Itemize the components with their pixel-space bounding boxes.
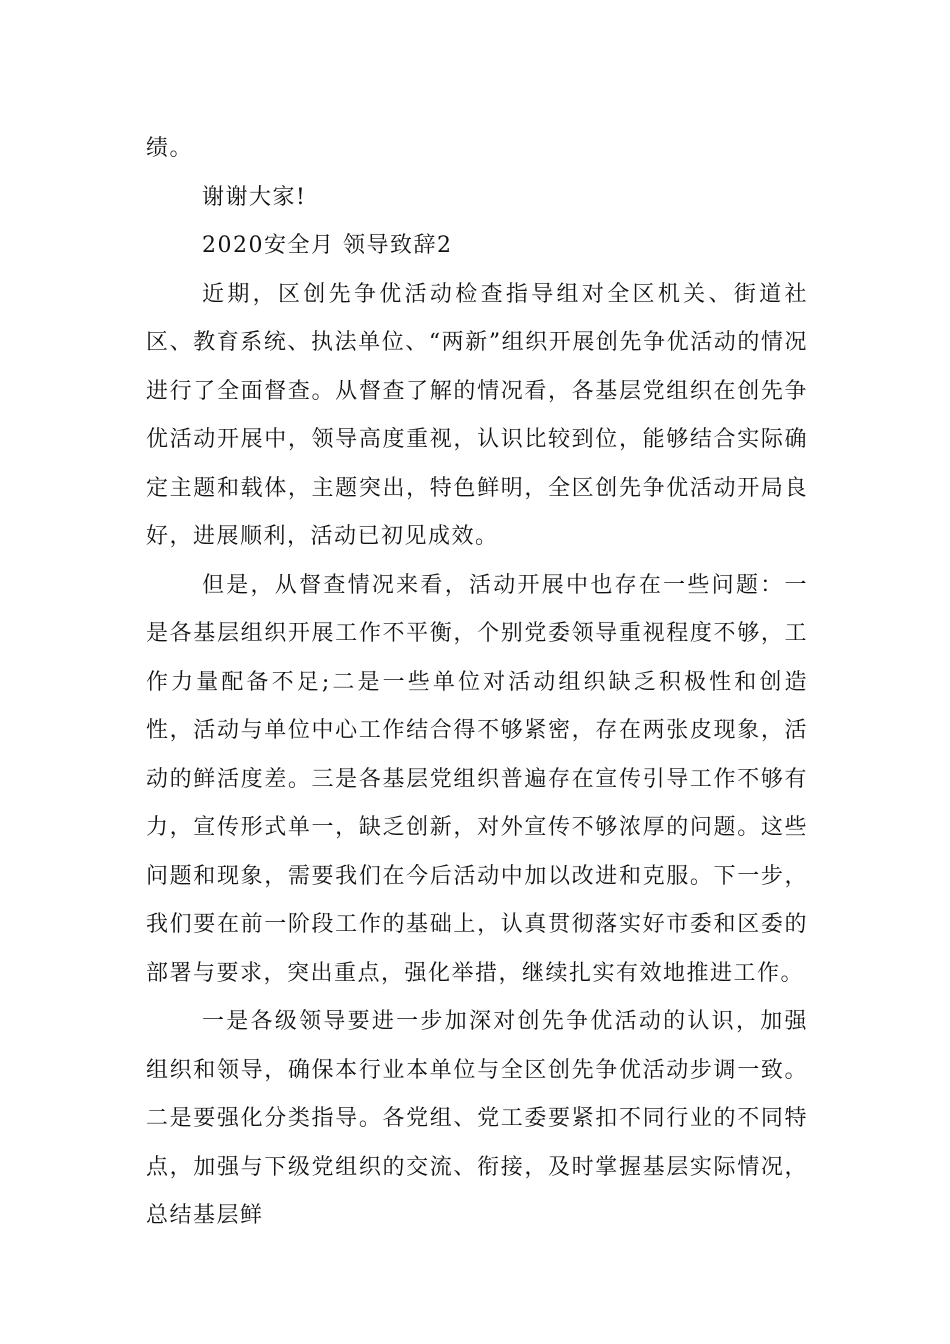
paragraph-measures: 一是各级领导要进一步加深对创先争优活动的认识，加强组织和领导，确保本行业本单位与全区创先争优活动步调一致。二是要强化分类指导。各党组、党工委要紧扣不同行业的不同特点，加强与下级党组织的交流、衔接，及时掌握基层实际情况，总结基层鲜: [146, 1009, 808, 1228]
paragraph-thanks: 谢谢大家!: [202, 184, 307, 210]
paragraph-continuation: 绩。: [146, 136, 194, 161]
document-body: [146, 125, 808, 1241]
section-title: 2020安全月 领导致辞2: [202, 233, 453, 258]
paragraph-inspection: 近期，区创先争优活动检查指导组对全区机关、街道社区、教育系统、执法单位、“两新”组织开展创先争优活动的情况进行了全面督查。从督查了解的情况看，各基层党组织在创先争优活动开展中，领导高度重视，认识比较到位，能够结合实际确定主题和载体，主题突出，特色鲜明，全区创先争优活动开局良好，进展顺利，活动已初见成效。: [146, 281, 808, 549]
paragraph-problems: 但是，从督查情况来看，活动开展中也存在一些问题：一是各基层组织开展工作不平衡，个别党委领导重视程度不够，工作力量配备不足;二是一些单位对活动组织缺乏积极性和创造性，活动与单位中心工作结合得不够紧密，存在两张皮现象，活动的鲜活度差。三是各基层党组织普遍存在宣传引导工作不够有力，宣传形式单一，缺乏创新，对外宣传不够浓厚的问题。这些问题和现象，需要我们在今后活动中加以改进和克服。下一步，我们要在前一阶段工作的基础上，认真贯彻落实好市委和区委的部署与要求，突出重点，强化举措，继续扎实有效地推进工作。: [146, 572, 808, 986]
